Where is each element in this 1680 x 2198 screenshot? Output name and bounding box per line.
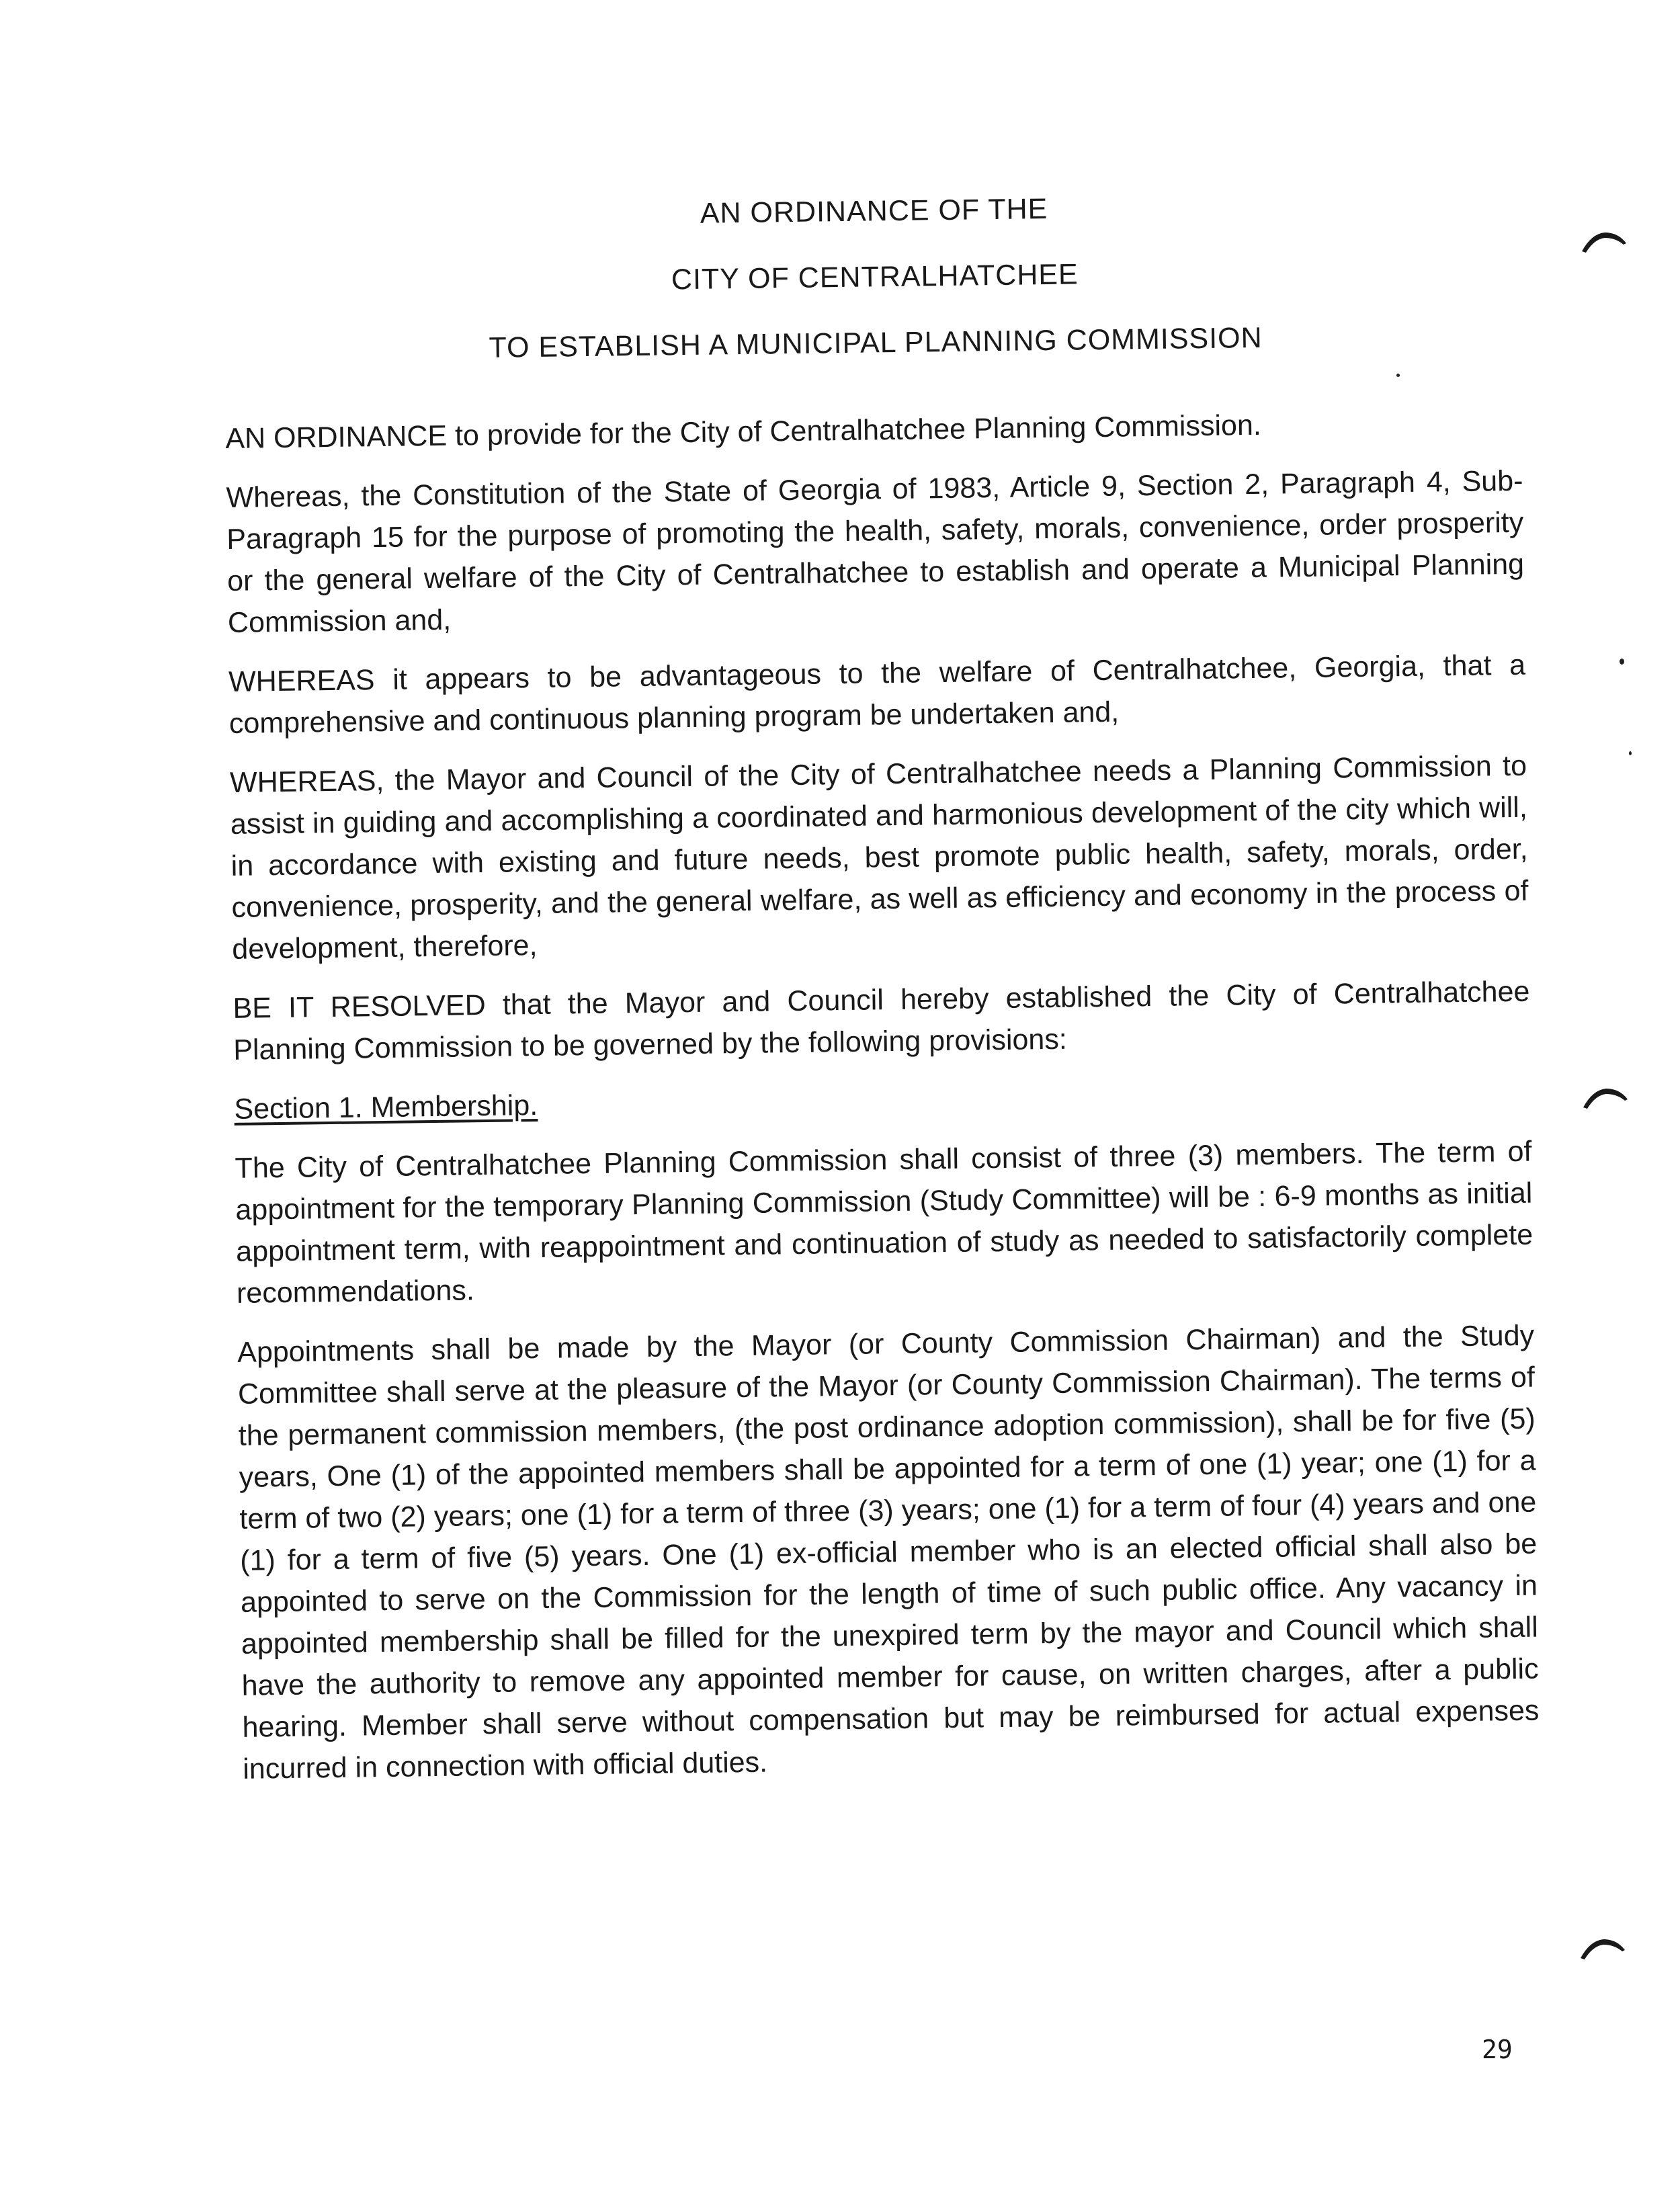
binder-hole-mark-icon [1578,1934,1628,1961]
ordinance-body [225,401,1540,1808]
section-1-paragraph-1: The City of Centralhatchee Planning Commission shall consist of three (3) members. The term of appointment for the temporary Planning Commission (Study Committee) will be : 6-9 months as initial appointment term, with reappointment and continuation of study as needed to satisfactorily complete recommendations. [235,1135,1534,1310]
whereas-paragraph-2: WHEREAS it appears to be advantageous to the welfare of Centralhatchee, Georgia, that a comprehensive and continuous planning program be undertaken and, [228,648,1526,740]
scan-speck [1629,751,1632,755]
whereas-paragraph-3: WHEREAS, the Mayor and Council of the City of Centralhatchee needs a Planning Commission to assist in guiding and accomplishing a coordinated and harmonious development of the city which will, in accordance with existing and future needs, best promote public health, safety, morals, order, convenience, prosperity, and the general welfare, as well as efficiency and economy in the process of development, therefore, [229,749,1529,966]
binder-hole-mark-icon [1579,227,1629,254]
whereas-paragraph-1: Whereas, the Constitution of the State of Georgia of 1983, Article 9, Section 2, Paragraph 4, Sub-Paragraph 15 for the purpose of promoting the health, safety, morals, convenience, order prosperity or the general welfare of the City of Centralhatchee to establish and operate a Municipal Planning Commission and, [226,464,1525,639]
title-line-1: AN ORDINANCE OF THE [700,192,1048,230]
resolved-paragraph: BE IT RESOLVED that the Mayor and Council hereby established the City of Centralhatchee Planning Commission to be governed by the following provisions: [233,975,1530,1066]
binder-hole-mark-icon [1581,1083,1630,1110]
page-number: 29 [1482,2035,1513,2064]
section-1-paragraph-2: Appointments shall be made by the Mayor (or County Commission Chairman) and the Study Committee shall serve at the pleasure of the Mayor (or County Commission Chairman). The terms of the permanent commission members, (the post ordinance adoption commission), shall be for five (5) years, One (1) of the appointed members shall be appointed for a term of one (1) year; one (1) for a term of two (2) years; one (1) for a term of three (3) years; one (1) for a term of four (4) years and one (1) for a term of five (5) years. One (1) ex-official member who is an elected official shall also be appointed to serve on the Commission for the length of time of such public office. Any vacancy in appointed membership shall be filled for the unexpired term by the mayor and Council which shall have the authority to remove any appointed member for cause, on written charges, after a public hearing. Member shall serve without compensation but may be reimbursed for actual expenses incurred in connection with official duties. [237,1319,1540,1785]
intro-paragraph: AN ORDINANCE to provide for the City of Centralhatchee Planning Commission. [225,409,1262,455]
scan-speck [1396,374,1400,377]
title-line-2: CITY OF CENTRALHATCHEE [671,258,1079,296]
scan-speck [1620,659,1624,665]
section-1-title: Section 1. Membership. [234,1089,538,1126]
title-line-3: TO ESTABLISH A MUNICIPAL PLANNING COMMISSION [489,321,1263,364]
title-block [225,170,1525,384]
